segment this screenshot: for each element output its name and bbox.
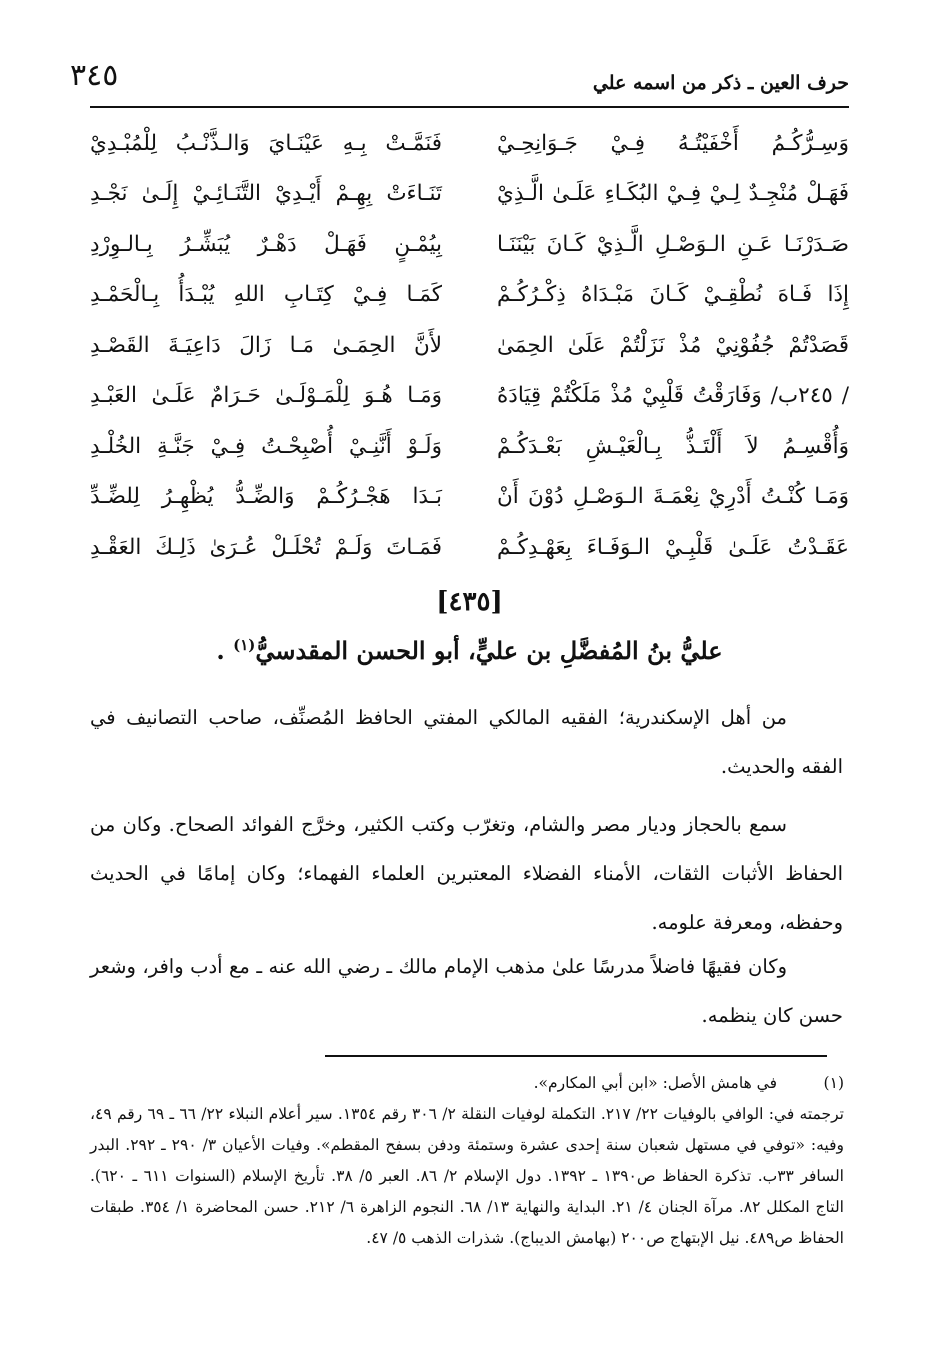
- first-hemistich: / ٢٤٥ب/ وَفَارَقْتُ قَلْبِيْ مُذْ مَلَكْتُمْ قِيَادَهُ: [497, 383, 849, 409]
- first-hemistich: إِذَا فَـاهَ نُطْقِـيْ كَـانَ مَبْـدَاهُ ذِكْـرُكُـمْ: [497, 282, 849, 308]
- verse-line: [90, 522, 849, 573]
- verse-line: [90, 118, 849, 169]
- first-hemistich: عَقَـدْتُ عَلَـىٰ قَلْبِـيْ الـوَفَـاءَ بِعَهْـدِكُـمْ: [497, 534, 849, 560]
- footnote-first-line: [90, 1068, 844, 1099]
- footnote-mark: (١): [823, 1074, 844, 1092]
- verse-line: [90, 169, 849, 220]
- verse-line: [90, 270, 849, 321]
- first-hemistich: صَـدَرْنَـا عَـنِ الـوَصْـلِ الَّـذِيْ كَـانَ بَيْنَنَـا: [497, 231, 849, 257]
- second-hemistich: بَـدَا هَجْـرُكُـمْ وَالضِّـدُّ يُظْهِـرُ لِلضِّـدِّ: [90, 484, 442, 510]
- paragraph-text: من أهل الإسكندرية؛ الفقيه المالكي المفتي الحافظ المُصنِّف، صاحب التصانيف في الفقه والحديث.: [90, 706, 843, 778]
- paragraph-text: سمع بالحجاز وديار مصر والشام، وتغرّب وكتب الكثير، وخرَّج الفوائد الصحاح. وكان من الحفاظ الأثبات الثقات، الأمناء الفضلاء المعتبرين العلماء الفهماء؛ وكان إمامًا في الحديث وحفظه، ومعرفة علومه.: [90, 813, 843, 934]
- header-rule: [90, 106, 849, 108]
- page-number: ٣٤٥: [70, 58, 119, 93]
- footnote-rule: [325, 1055, 827, 1057]
- footnote-text: في هامش الأصل: «ابن أبي المكارم».: [533, 1074, 777, 1092]
- second-hemistich: وَمَـا هُـوَ لِلْمَـوْلَـىٰ حَـرَامٌ عَلَـىٰ العَبْـدِ: [90, 383, 442, 409]
- verse-line: [90, 421, 849, 472]
- verse-line: [90, 371, 849, 422]
- entry-title-end: .: [216, 636, 225, 665]
- second-hemistich: بِيُمْـنٍ فَهَـلْ دَهْـرٌ يُبَشِّـرُ بِـالـوِرْدِ: [90, 231, 442, 257]
- paragraph: [90, 800, 843, 947]
- entry-number: [٤٣٥]: [436, 587, 503, 617]
- footnote-sources: ترجمته في: الوافي بالوفيات ٢٢/ ٢١٧. التكملة لوفيات النقلة ٢/ ٣٠٦ رقم ١٣٥٤. سير أعلام النبلاء ٢٢/ ٦٦ ـ ٦٩ رقم ٤٩، وفيه: «توفي في مستهل شعبان سنة إحدى عشرة وستمئة ودفن بسفح المقطم». وفيات الأعيان ٣/ ٢٩٠ ـ ٢٩٢. البدر السافر ٣٣ب. تذكرة الحفاظ ص١٣٩٠ ـ ١٣٩٢. دول الإسلام ٢/ ٨٦. العبر ٥/ ٣٨. تأريخ الإسلام (السنوات ٦١١ ـ ٦٢٠). التاج المكلل ٨٢. مرآة الجنان ٤/ ٢١. البداية والنهاية ١٣/ ٦٨. النجوم الزاهرة ٦/ ٢١٢. حسن المحاضرة ١/ ٣٥٤. طبقات الحفاظ ص٤٨٩. نيل الإبتهاج ص٢٠٠ (بهامش الديباج). شذرات الذهب ٥/ ٤٧.: [90, 1105, 844, 1247]
- running-title: حرف العين ـ ذكر من اسمه علي: [592, 72, 849, 94]
- page-header: [70, 58, 849, 108]
- paragraph-text: وكان فقيهًا فاضلاً مدرسًا علىٰ مذهب الإمام مالك ـ رضي الله عنه ـ مع أدب وافر، وشعر حسن كان ينظمه.: [90, 955, 843, 1027]
- second-hemistich: وَلَـوْ أَنَّنِـيْ أُصْبِحْـتُ فِـيْ جَنَّـةِ الخُلْـدِ: [90, 433, 442, 459]
- verse-line: [90, 472, 849, 523]
- first-hemistich: قَصَدْتُمْ جُفُوْنِيْ مُذْ نَزَلْتُمْ عَلَىٰ الحِمَىٰ: [497, 332, 849, 358]
- first-hemistich: وَمَـا كُنْـتُ أَدْرِيْ نِعْمَـةَ الـوَصْـلِ دُوْنَ أَنْ: [497, 484, 849, 510]
- paragraph: [90, 942, 843, 1040]
- second-hemistich: لأَنَّ الحِمَـىٰ مَـا زَالَ دَاعِيَـةَ القَصْـدِ: [90, 332, 442, 358]
- first-hemistich: وَأُقْسِـمُ لاَ أَلْتَـذُّ بِـالْعَيْـشِ بَعْـدَكُـمْ: [497, 433, 849, 459]
- first-hemistich: فَهَـلْ مُنْجِـدٌ لِـيْ فِـيْ البُكَـاءِ عَلَـىٰ الَّـذِيْ: [497, 181, 849, 207]
- poem-verses: [90, 118, 849, 573]
- second-hemistich: فَمَـاتَ وَلَـمْ تُحْلَـلْ عُـرَىٰ ذَلِـكَ العَقْـدِ: [90, 534, 442, 560]
- footnotes: [90, 1068, 844, 1254]
- footnote-reference: (١): [233, 636, 256, 654]
- second-hemistich: تَنَـاءَتْ بِهِـمْ أَيْـدِيْ التَّنَـائِـيْ إِلَـىٰ نَجْـدِ: [90, 181, 442, 207]
- verse-line: [90, 320, 849, 371]
- second-hemistich: كَمَـا فِـيْ كِتَـابِ اللهِ يُبْـدَأُ بِـالْحَمْـدِ: [90, 282, 442, 308]
- entry-title-text: عليُّ بنُ المُفضَّلِ بن عليٍّ، أبو الحسن المقدسيُّ: [255, 636, 723, 665]
- entry-title: [0, 636, 939, 665]
- verse-line: [90, 219, 849, 270]
- second-hemistich: فَنَمَّـتْ بِـهِ عَيْنَـايَ وَالـذَّنْـبُ لِلْمُبْـدِيْ: [90, 130, 442, 156]
- first-hemistich: وَسِـرُّكُـمُ أَخْفَيْتُـهُ فِـيْ جَـوَانِحِـيْ: [497, 130, 849, 156]
- paragraph: [90, 693, 843, 791]
